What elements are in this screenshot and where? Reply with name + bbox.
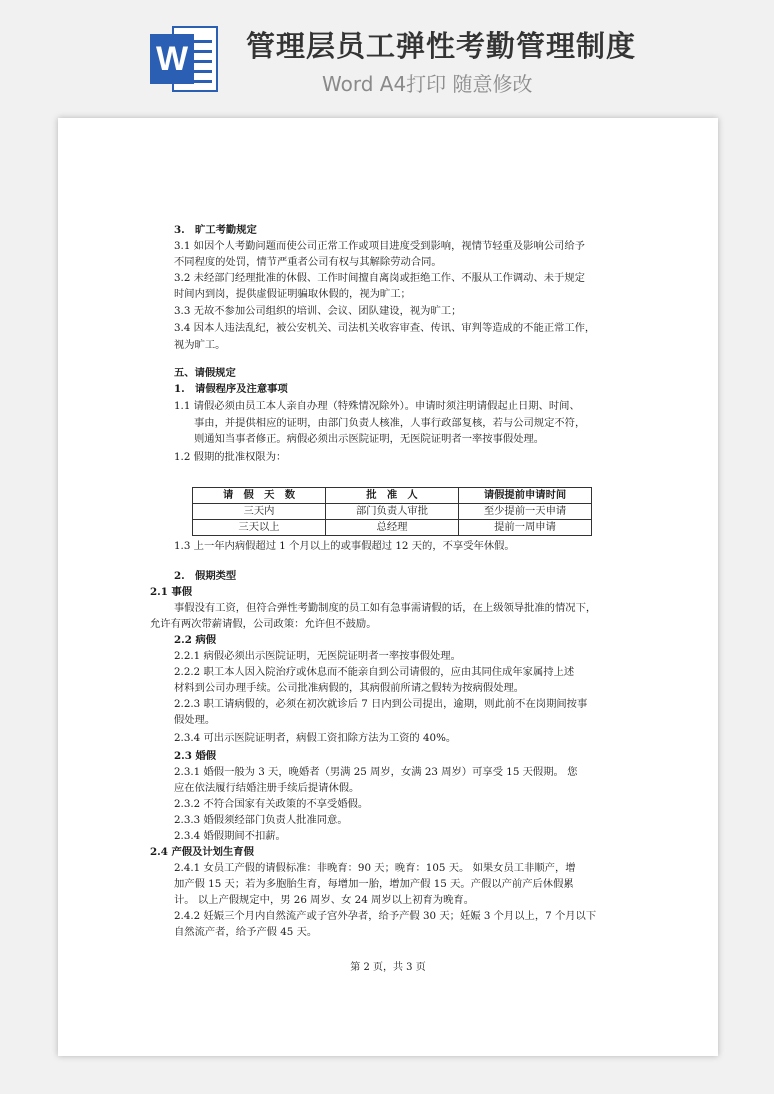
body-line: 2.2.3 职工请病假的，必须在初次就诊后 7 日内到公司提出，逾期，则此前不在岗期间按事 xyxy=(174,698,588,710)
table-row xyxy=(193,520,592,536)
subsection-heading: 2.2 病假 xyxy=(174,634,217,646)
body-line: 假处理。 xyxy=(174,714,216,726)
table-cell: 三天内 xyxy=(193,504,326,520)
body-line: 2.3.1 婚假一般为 3 天，晚婚者（男满 25 周岁，女满 23 周岁）可享受 15 天假期。 您 xyxy=(174,766,578,778)
body-line: 计。 以上产假规定中，男 26 周岁、女 24 周岁以上初育为晚育。 xyxy=(174,894,474,906)
table-cell: 至少提前一天申请 xyxy=(459,504,592,520)
subsection-heading: 2. 假期类型 xyxy=(174,570,237,582)
page-content xyxy=(58,118,718,1056)
table-row xyxy=(193,504,592,520)
body-line: 加产假 15 天；若为多胞胎生育，每增加一胎，增加产假 15 天。产假以产前产后休假累 xyxy=(174,878,574,890)
body-line: 材料到公司办理手续。公司批准病假的，其病假前所请之假转为按病假处理。 xyxy=(174,682,525,694)
section-heading: 五、请假规定 xyxy=(174,367,236,379)
subsection-heading: 2.1 事假 xyxy=(150,586,193,598)
table-header: 请假提前申请时间 xyxy=(459,488,592,504)
body-line: 1.3 上一年内病假超过 1 个月以上的或事假超过 12 天的，不享受年休假。 xyxy=(174,540,515,552)
body-line: 2.3.4 可出示医院证明者，病假工资扣除方法为工资的 40%。 xyxy=(174,732,457,744)
doc-title: 管理层员工弹性考勤管理制度 xyxy=(246,29,637,63)
body-line: 3.2 未经部门经理批准的休假、工作时间擅自离岗或拒绝工作、不服从工作调动、未于规定 xyxy=(174,272,585,284)
body-line: 1.2 假期的批准权限为： xyxy=(174,451,287,463)
table-cell: 部门负责人审批 xyxy=(326,504,459,520)
body-line: 2.2.2 职工本人因入院治疗或休息而不能亲自到公司请假的，应由其同住成年家属持上述 xyxy=(174,666,575,678)
table-header-row xyxy=(193,488,592,504)
subsection-heading: 1. 请假程序及注意事项 xyxy=(174,383,288,395)
page-footer: 第 2 页，共 3 页 xyxy=(350,962,426,973)
body-line: 3.3 无故不参加公司组织的培训、会议、团队建设，视为旷工； xyxy=(174,305,462,317)
subsection-heading: 2.4 产假及计划生育假 xyxy=(150,846,254,858)
header xyxy=(0,0,774,110)
subsection-heading: 2.3 婚假 xyxy=(174,750,217,762)
body-line: 则通知当事者修正。病假必须出示医院证明，无医院证明者一率按事假处理。 xyxy=(194,433,545,445)
table-cell: 三天以上 xyxy=(193,520,326,536)
leave-approval-table xyxy=(192,487,592,536)
body-line: 2.3.4 婚假期间不扣薪。 xyxy=(174,830,286,842)
body-line: 2.2.1 病假必须出示医院证明，无医院证明者一率按事假处理。 xyxy=(174,650,461,662)
table-cell: 提前一周申请 xyxy=(459,520,592,536)
body-line: 不同程度的处罚，情节严重者公司有权与其解除劳动合同。 xyxy=(174,256,442,268)
doc-subtitle: Word A4打印 随意修改 xyxy=(322,72,533,96)
body-line: 允许有两次带薪请假，公司政策：允许但不鼓励。 xyxy=(150,618,377,630)
table-header: 请 假 天 数 xyxy=(193,488,326,504)
body-line: 1.1 请假必须由员工本人亲自办理（特殊情况除外）。申请时须注明请假起止日期、时间、 xyxy=(174,400,580,412)
body-line: 3.1 如因个人考勤问题而使公司正常工作或项目进度受到影响，视情节轻重及影响公司给予 xyxy=(174,240,585,252)
heading-3: 3. 旷工考勤规定 xyxy=(174,224,257,236)
body-line: 事假没有工资，但符合弹性考勤制度的员工如有急事需请假的话，在上级领导批准的情况下， xyxy=(174,602,597,614)
body-line: 视为旷工。 xyxy=(174,339,226,351)
word-icon: W xyxy=(150,22,220,96)
body-line: 2.3.3 婚假须经部门负责人批准同意。 xyxy=(174,814,348,826)
body-line: 应在依法履行结婚注册手续后提请休假。 xyxy=(174,782,360,794)
body-line: 3.4 因本人违法乱纪，被公安机关、司法机关收容审查、传讯、审判等造成的不能正常工作， xyxy=(174,322,596,334)
document-page xyxy=(58,118,718,1056)
table-header: 批 准 人 xyxy=(326,488,459,504)
body-line: 自然流产者，给予产假 45 天。 xyxy=(174,926,318,938)
table-cell: 总经理 xyxy=(326,520,459,536)
body-line: 2.3.2 不符合国家有关政策的不享受婚假。 xyxy=(174,798,369,810)
body-line: 事由，并提供相应的证明，由部门负责人核准，人事行政部复核，若与公司规定不符， xyxy=(194,417,586,429)
body-line: 2.4.2 妊娠三个月内自然流产或子宫外孕者，给予产假 30 天；妊娠 3 个月以上，7 个月以下 xyxy=(174,910,597,922)
body-line: 时间内到岗，提供虚假证明骗取休假的，视为旷工； xyxy=(174,288,411,300)
body-line: 2.4.1 女员工产假的请假标准：非晚育：90 天；晚育：105 天。 如果女员工非顺产，增 xyxy=(174,862,576,874)
